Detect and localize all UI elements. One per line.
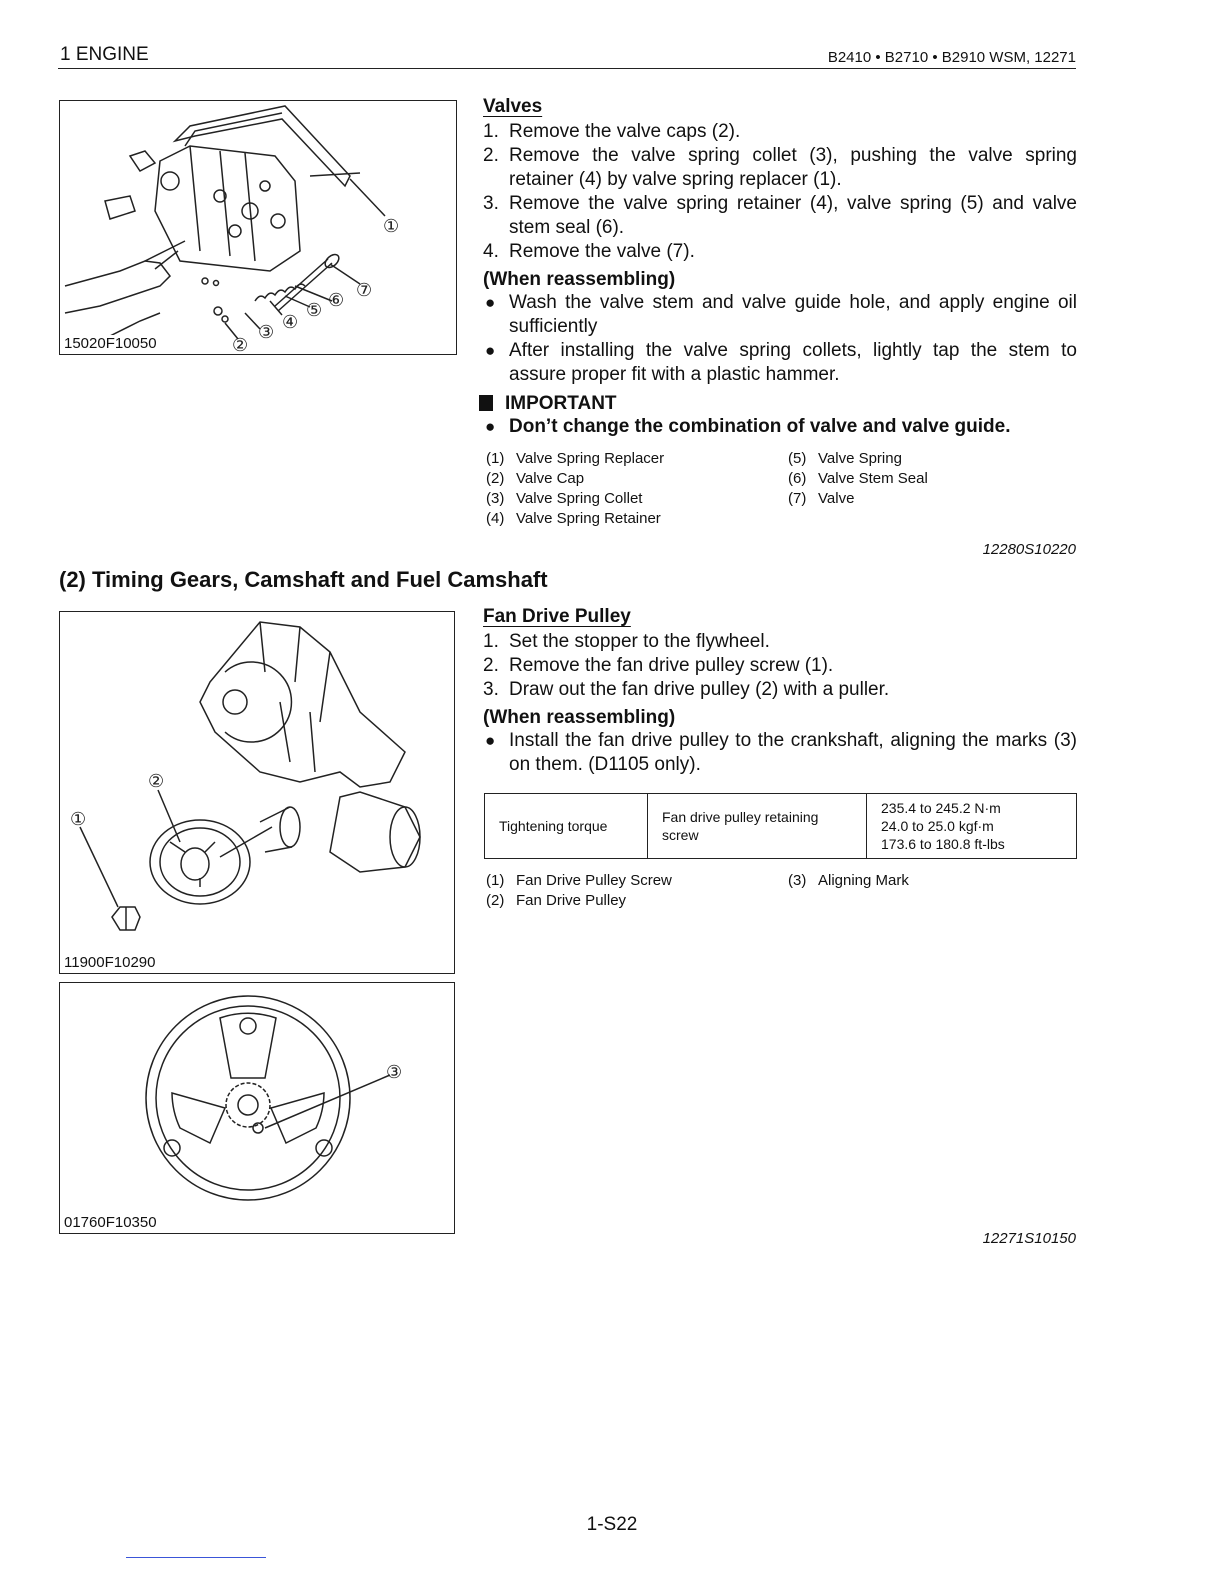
reassembly-list [483,291,1077,387]
header-divider [58,68,1076,69]
page-number: 1-S22 [586,1514,638,1535]
fan-title: Fan Drive Pulley [483,606,631,627]
list-item: ● Don’t change the combination of valve and valve guide. [485,416,1011,437]
fan-steps [483,630,1077,702]
callout-2: ② [232,335,249,354]
callout-3: ③ [258,322,275,343]
valves-parts-legend: (1) Valve Spring Replacer (5) Valve Spring (2) Valve Cap (6) Valve Stem Seal (3) Valve Spring Collet (7) Valve (4) Valve Spring Retainer [486,450,928,527]
callout-1: ① [383,216,400,237]
list-item: 2. Remove the valve spring collet (3), pushing the valve spring retainer (4) by valve spring replacer (1). [483,145,1077,190]
flywheel-illustration [60,983,454,1233]
fan-pulley-figure [59,611,455,974]
torque-item: Fan drive pulley retaining screw [648,794,867,859]
valves-title: Valves [483,96,543,117]
important-heading: IMPORTANT [479,393,1077,415]
valves-ref-code: 12280S10220 [982,541,1076,558]
fan-parts-legend: (1) Fan Drive Pulley Screw (3) Aligning Mark (2) Fan Drive Pulley [486,872,909,909]
callout-1: ① [70,809,87,830]
section-title: (2) Timing Gears, Camshaft and Fuel Camshaft [59,567,548,592]
torque-values: 235.4 to 245.2 N·m 24.0 to 25.0 kgf·m 173.6 to 180.8 ft-lbs [867,794,1077,859]
fan-section [483,606,1077,777]
valve-illustration [60,101,456,354]
list-item: ● After installing the valve spring collets, lightly tap the stem to assure proper fit with a plastic hammer. [485,340,1077,385]
list-item: 2. Remove the fan drive pulley screw (1). [483,655,834,676]
section-header: 1 ENGINE [60,44,149,65]
fan-ref-code: 12271S10150 [982,1230,1076,1247]
figure-code: 01760F10350 [64,1214,157,1231]
important-list [483,415,1077,439]
callout-6: ⑥ [328,290,345,311]
valves-steps [483,120,1077,264]
valves-section [483,96,1077,529]
list-item: 1. Remove the valve caps (2). [483,121,741,142]
list-item: 3. Draw out the fan drive pulley (2) with a puller. [483,679,890,700]
model-header: B2410 • B2710 • B2910 WSM, 12271 [827,49,1076,66]
torque-label: Tightening torque [485,794,648,859]
list-item: 1. Set the stopper to the flywheel. [483,631,770,652]
figure-code: 15020F10050 [64,335,157,352]
torque-table [484,793,1077,859]
reassembly-list [483,729,1077,777]
callout-7: ⑦ [356,280,373,301]
reassembly-heading: (When reassembling) [483,707,676,728]
list-item: ● Wash the valve stem and valve guide hole, and apply engine oil sufficiently [485,292,1077,337]
fan-pulley-illustration [60,612,454,973]
square-icon [479,395,493,411]
figure-code: 11900F10290 [64,954,156,971]
footer-line [126,1557,266,1558]
callout-3: ③ [386,1062,403,1083]
callout-4: ④ [282,312,299,333]
list-item: ● Install the fan drive pulley to the crankshaft, aligning the marks (3) on them. (D1105 only). [485,730,1077,775]
callout-2: ② [148,771,165,792]
list-item: 4. Remove the valve (7). [483,241,695,262]
list-item: 3. Remove the valve spring retainer (4), valve spring (5) and valve stem seal (6). [483,193,1077,238]
reassembly-heading: (When reassembling) [483,269,676,290]
callout-5: ⑤ [306,300,323,321]
aligning-mark-figure [59,982,455,1234]
valve-removal-figure [59,100,457,355]
